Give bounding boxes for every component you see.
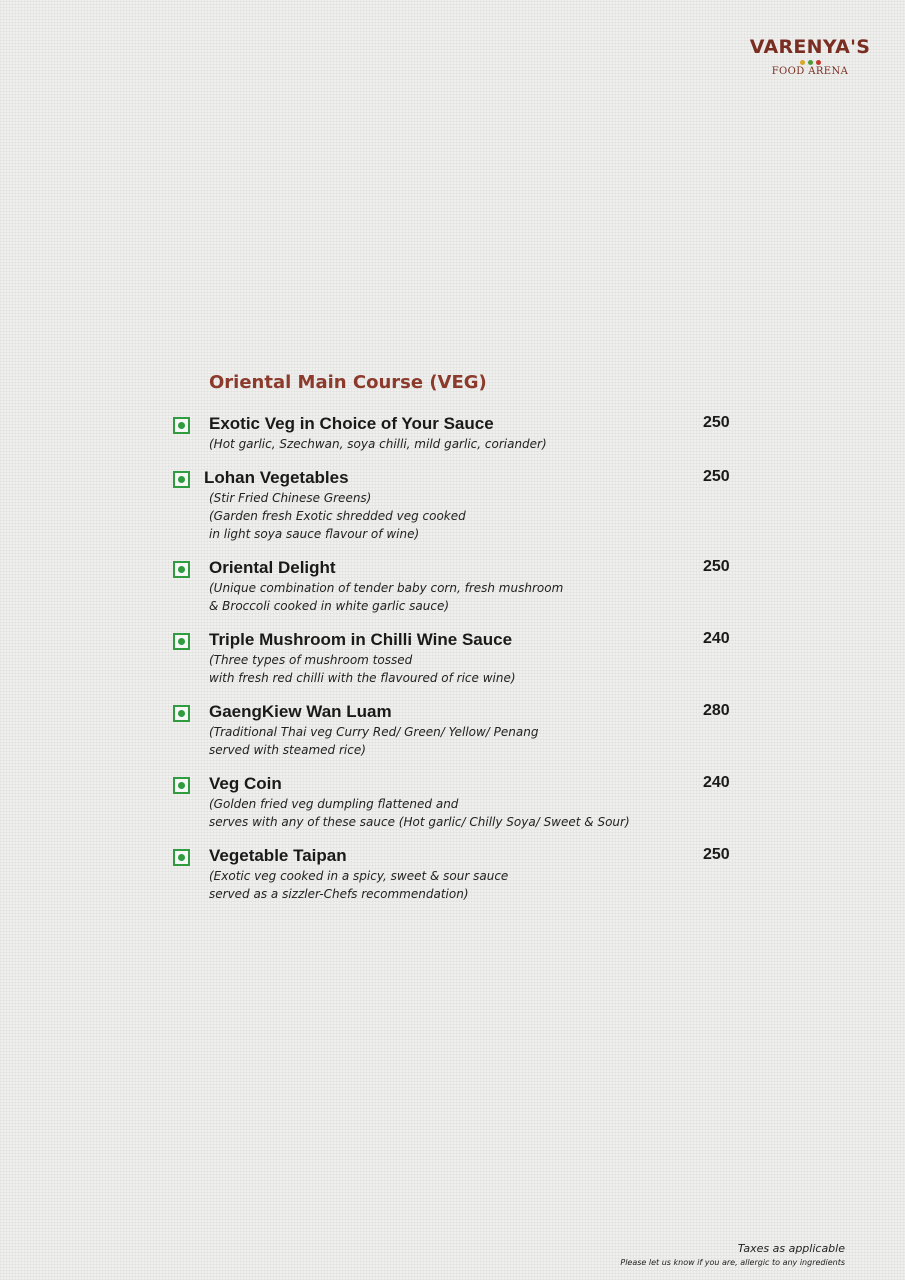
item-description-line: (Stir Fried Chinese Greens) <box>209 491 372 505</box>
logo-name: VARENYA'S <box>749 36 871 58</box>
item-price: 250 <box>703 846 730 863</box>
veg-indicator-icon <box>173 471 190 488</box>
brand-logo <box>740 36 880 77</box>
item-description <box>209 579 563 615</box>
veg-indicator-icon <box>173 633 190 650</box>
taxes-note: Taxes as applicable <box>737 1242 845 1255</box>
logo-dot-icon <box>800 60 805 65</box>
item-price: 240 <box>703 630 730 647</box>
item-description-line: (Golden fried veg dumpling flattened and <box>209 797 459 811</box>
item-description-line: (Unique combination of tender baby corn, fresh mushroom <box>209 581 564 595</box>
item-name: Triple Mushroom in Chilli Wine Sauce <box>209 630 513 649</box>
item-description-line: in light soya sauce flavour of wine) <box>209 527 420 541</box>
veg-indicator-icon <box>173 561 190 578</box>
item-description <box>209 435 547 453</box>
item-name: Oriental Delight <box>209 558 336 577</box>
logo-dots <box>740 60 880 65</box>
item-price: 240 <box>703 774 730 791</box>
veg-indicator-icon <box>173 849 190 866</box>
item-name: Veg Coin <box>209 774 282 793</box>
logo-dot-icon <box>816 60 821 65</box>
item-description-line: served with steamed rice) <box>209 743 366 757</box>
item-description-line: (Hot garlic, Szechwan, soya chilli, mild garlic, coriander) <box>209 437 547 451</box>
item-description <box>209 651 516 687</box>
item-description <box>209 867 508 903</box>
item-description-line: (Exotic veg cooked in a spicy, sweet & sour sauce <box>209 869 509 883</box>
item-description-line: & Broccoli cooked in white garlic sauce) <box>209 599 450 613</box>
logo-dot-icon <box>808 60 813 65</box>
item-description-line: (Traditional Thai veg Curry Red/ Green/ Yellow/ Penang <box>209 725 539 739</box>
item-name: Exotic Veg in Choice of Your Sauce <box>209 414 494 433</box>
item-description-line: serves with any of these sauce (Hot garlic/ Chilly Soya/ Sweet & Sour) <box>209 815 630 829</box>
item-description-line: (Garden fresh Exotic shredded veg cooked <box>209 509 466 523</box>
item-description-line: served as a sizzler-Chefs recommendation) <box>209 887 469 901</box>
footer <box>620 1242 845 1267</box>
allergy-note: Please let us know if you are, allergic to any ingredients <box>620 1258 845 1267</box>
item-price: 250 <box>703 414 730 431</box>
item-name: GaengKiew Wan Luam <box>209 702 392 721</box>
veg-indicator-icon <box>173 777 190 794</box>
logo-subtitle: FOOD ARENA <box>771 66 849 77</box>
item-description-line: (Three types of mushroom tossed <box>209 653 413 667</box>
item-price: 250 <box>703 558 730 575</box>
section-title: Oriental Main Course (VEG) <box>209 372 487 393</box>
item-name: Vegetable Taipan <box>209 846 347 865</box>
item-description <box>209 489 466 543</box>
veg-indicator-icon <box>173 417 190 434</box>
veg-indicator-icon <box>173 705 190 722</box>
item-description-line: with fresh red chilli with the flavoured of rice wine) <box>209 671 516 685</box>
item-price: 250 <box>703 468 730 485</box>
item-description <box>209 723 538 759</box>
item-price: 280 <box>703 702 730 719</box>
item-description <box>209 795 630 831</box>
item-name: Lohan Vegetables <box>204 468 349 487</box>
